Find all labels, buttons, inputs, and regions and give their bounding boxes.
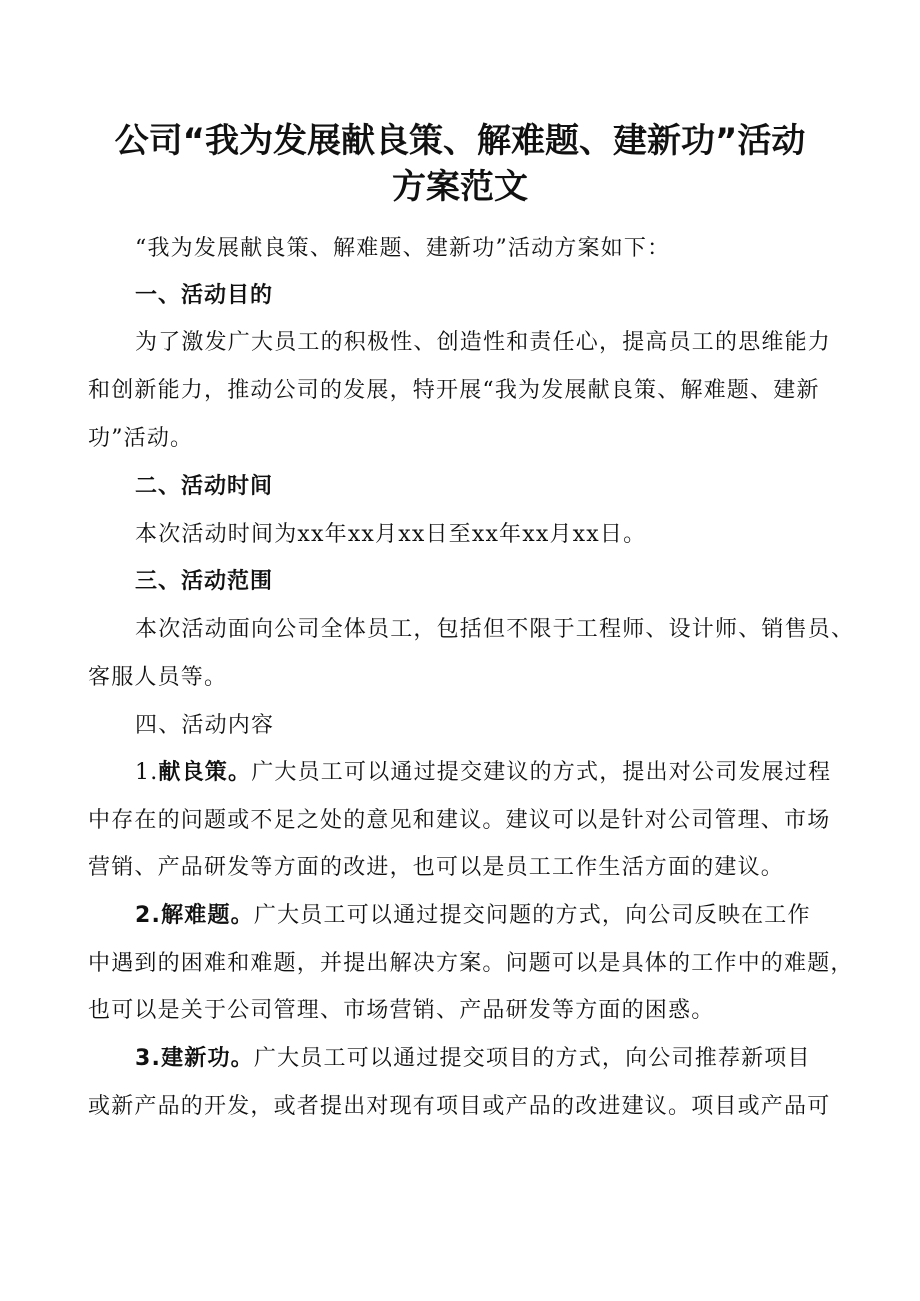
purpose-line: 功”活动。 [88, 426, 194, 451]
time-line: 本次活动时间为xx年xx月xx日至xx年xx月xx日。 [135, 522, 647, 547]
content-item-1-first-line [135, 758, 831, 788]
section-heading-time: 二、活动时间 [135, 474, 274, 499]
content-item-2-line: 中遇到的困难和难题，并提出解决方案。问题可以是具体的工作中的难题， [88, 951, 854, 976]
item-number: 1. [135, 760, 159, 785]
purpose-line: 和创新能力，推动公司的发展，特开展“我为发展献良策、解难题、建新 [88, 378, 820, 403]
section-heading-purpose: 一、活动目的 [135, 283, 274, 308]
section-heading-scope: 三、活动范围 [135, 569, 274, 594]
scope-line: 本次活动面向公司全体员工，包括但不限于工程师、设计师、销售员、 [135, 617, 855, 642]
document-title-line1: 公司“我为发展献良策、解难题、建新功”活动 [114, 121, 806, 161]
item-number: 2. [135, 903, 162, 928]
intro-paragraph: “我为发展献良策、解难题、建新功”活动方案如下： [135, 236, 671, 261]
content-item-3-line: 或新产品的开发，或者提出对现有项目或产品的改进建议。项目或产品可 [88, 1094, 831, 1119]
purpose-line: 为了激发广大员工的积极性、创造性和责任心，提高员工的思维能力 [135, 330, 832, 355]
content-item-2-line: 也可以是关于公司管理、市场营销、产品研发等方面的困惑。 [88, 998, 715, 1023]
content-item-3-first-line [135, 1044, 811, 1074]
content-item-1-line: 中存在的问题或不足之处的意见和建议。建议可以是针对公司管理、市场 [88, 808, 831, 833]
item-label: 献良策。 [158, 760, 252, 785]
section-heading-content: 四、活动内容 [135, 713, 275, 738]
item-text: 广大员工可以通过提交问题的方式，向公司反映在工作 [253, 903, 811, 928]
content-item-2-first-line [135, 901, 811, 931]
item-text: 广大员工可以通过提交建议的方式，提出对公司发展过程 [251, 760, 832, 785]
content-item-1-line: 营销、产品研发等方面的改进，也可以是员工工作生活方面的建议。 [88, 855, 785, 880]
item-text: 广大员工可以通过提交项目的方式，向公司推荐新项目 [253, 1046, 811, 1071]
item-label: 解难题。 [161, 903, 254, 928]
document-title-line2: 方案范文 [392, 167, 528, 207]
scope-line: 客服人员等。 [88, 665, 228, 690]
item-number: 3. [135, 1046, 162, 1071]
item-label: 建新功。 [161, 1046, 254, 1071]
